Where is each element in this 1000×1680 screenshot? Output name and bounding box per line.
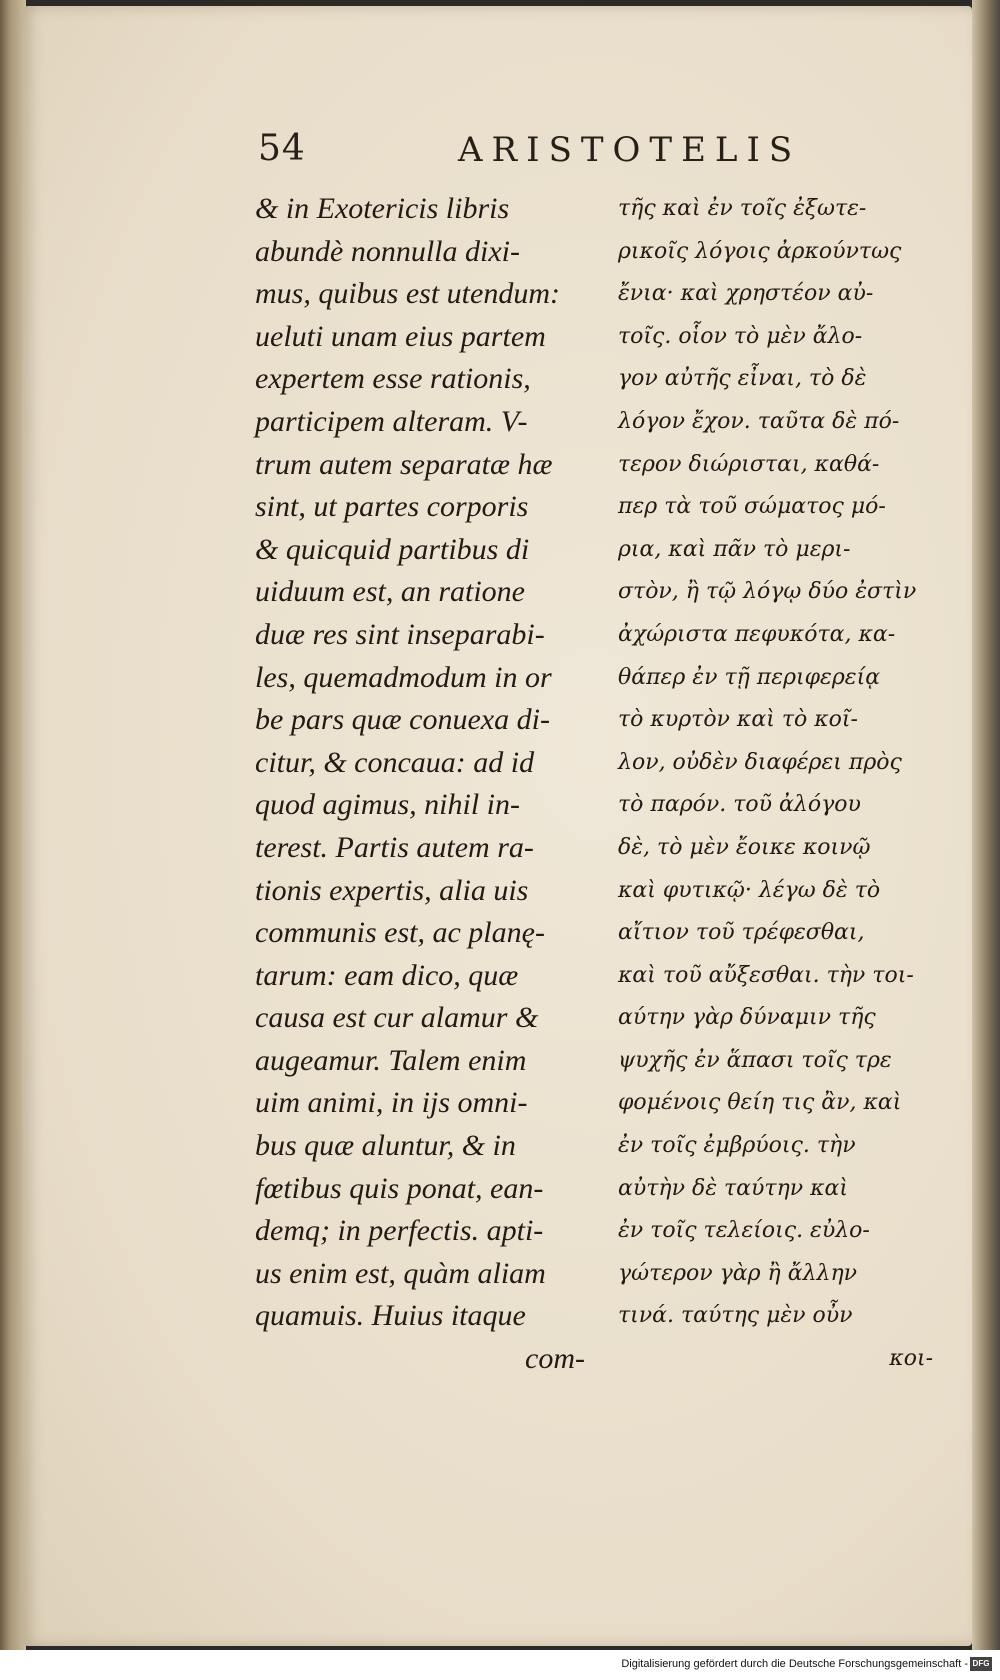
greek-line: τὸ κυρτὸν καὶ τὸ κοῖ-: [618, 707, 858, 733]
latin-line: mus, quibus est utendum:: [255, 277, 560, 311]
greek-line: λόγον ἔχον. ταῦτα δὲ πό-: [618, 408, 900, 434]
latin-line: & in Exotericis libris: [255, 192, 510, 225]
latin-line: communis est, ac planę-: [255, 916, 545, 950]
latin-line: expertem esse rationis,: [255, 362, 531, 396]
page-number: 54: [258, 128, 306, 169]
latin-line: augeamur. Talem enim: [255, 1043, 527, 1077]
greek-line: γώτερον γὰρ ἢ ἄλλην: [618, 1260, 858, 1286]
running-title: ARISTOTELIS: [458, 130, 802, 170]
latin-line: uiduum est, an ratione: [255, 575, 525, 609]
greek-line: τοῖς. οἷον τὸ μὲν ἄλο-: [618, 323, 863, 349]
latin-line: ueluti unam eius partem: [255, 319, 546, 353]
latin-line: abundè nonnulla dixi-: [255, 234, 520, 268]
latin-line: participem alteram. V-: [255, 404, 528, 438]
latin-text-column: [255, 188, 585, 1381]
greek-line: φομένοις θείη τις ἂν, καὶ: [618, 1090, 902, 1116]
latin-catchword: com-: [525, 1342, 585, 1376]
greek-line: τὸ παρόν. τοῦ ἀλόγου: [618, 792, 861, 818]
book-gutter-right: [972, 0, 1000, 1650]
latin-line: tionis expertis, alia uis: [255, 873, 529, 907]
digitization-footer: [0, 1650, 1000, 1680]
latin-line: tarum: eam dico, quæ: [255, 958, 519, 992]
greek-line: αὐτὴν δὲ ταύτην καὶ: [618, 1175, 849, 1201]
latin-line: trum autem separatæ hæ: [255, 447, 553, 481]
latin-line: demq; in perfectis. apti-: [255, 1214, 544, 1248]
greek-line: ἀχώριστα πεφυκότα, κα-: [618, 621, 896, 647]
latin-line: citur, & concaua: ad id: [255, 745, 535, 779]
latin-line: fœtibus quis ponat, ean-: [255, 1171, 544, 1205]
greek-line: περ τὰ τοῦ σώματος μό-: [618, 494, 886, 520]
latin-line: bus quæ aluntur, & in: [255, 1129, 516, 1163]
greek-line: γον αὐτῆς εἶναι, τὸ δὲ: [618, 366, 867, 392]
funding-credit: Digitalisierung gefördert durch die Deutsche Forschungsgemeinschaft -: [621, 1658, 968, 1670]
greek-catchword: κοι-: [889, 1346, 933, 1372]
greek-line: λον, οὐδὲν διαφέρει πρὸς: [618, 749, 902, 775]
greek-line: καὶ τοῦ αὔξεσθαι. τὴν τοι-: [618, 962, 914, 988]
latin-line: terest. Partis autem ra-: [255, 830, 534, 864]
latin-line: uim animi, in ijs omni-: [255, 1086, 528, 1120]
greek-line: ἐν τοῖς ἐμβρύοις. τὴν: [618, 1133, 856, 1159]
latin-line: sint, ut partes corporis: [255, 490, 529, 524]
latin-line: les, quemadmodum in or: [255, 660, 552, 694]
page-header: [258, 128, 818, 178]
latin-line: be pars quæ conuexa di-: [255, 703, 550, 737]
greek-line: δὲ, τὸ μὲν ἔοικε κοινῷ: [618, 834, 871, 860]
greek-line: ἐν τοῖς τελείοις. εὐλο-: [618, 1218, 870, 1244]
greek-line: ρια, καὶ πᾶν τὸ μερι-: [618, 536, 851, 562]
greek-line: στὸν, ἢ τῷ λόγῳ δύο ἐστὶν: [618, 579, 917, 605]
dfg-logo: DFG: [970, 1657, 992, 1671]
greek-line: αἴτιον τοῦ τρέφεσθαι,: [618, 920, 865, 946]
latin-line: causa est cur alamur &: [255, 1001, 539, 1035]
greek-line: ψυχῆς ἐν ἅπασι τοῖς τρε: [618, 1047, 892, 1073]
greek-line: τῆς καὶ ἐν τοῖς ἐξωτε-: [618, 196, 867, 221]
greek-text-column: [618, 188, 933, 1381]
latin-line: & quicquid partibus di: [255, 532, 530, 566]
greek-line: τινά. ταύτης μὲν οὖν: [618, 1303, 853, 1329]
greek-line: καὶ φυτικῷ· λέγω δὲ τὸ: [618, 877, 881, 903]
greek-line: θάπερ ἐν τῇ περιφερείᾳ: [618, 664, 881, 690]
latin-line: duæ res sint inseparabi-: [255, 617, 545, 651]
latin-line: us enim est, quàm aliam: [255, 1256, 546, 1290]
latin-line: quamuis. Huius itaque: [255, 1299, 526, 1333]
latin-line: quod agimus, nihil in-: [255, 788, 521, 822]
greek-line: αύτην γὰρ δύναμιν τῆς: [618, 1005, 876, 1031]
greek-line: τερον διώρισται, καθά-: [618, 451, 880, 477]
greek-line: ρικοῖς λόγοις ἀρκούντως: [618, 238, 902, 264]
greek-line: ἔνια· καὶ χρηστέον αὐ-: [618, 281, 874, 307]
